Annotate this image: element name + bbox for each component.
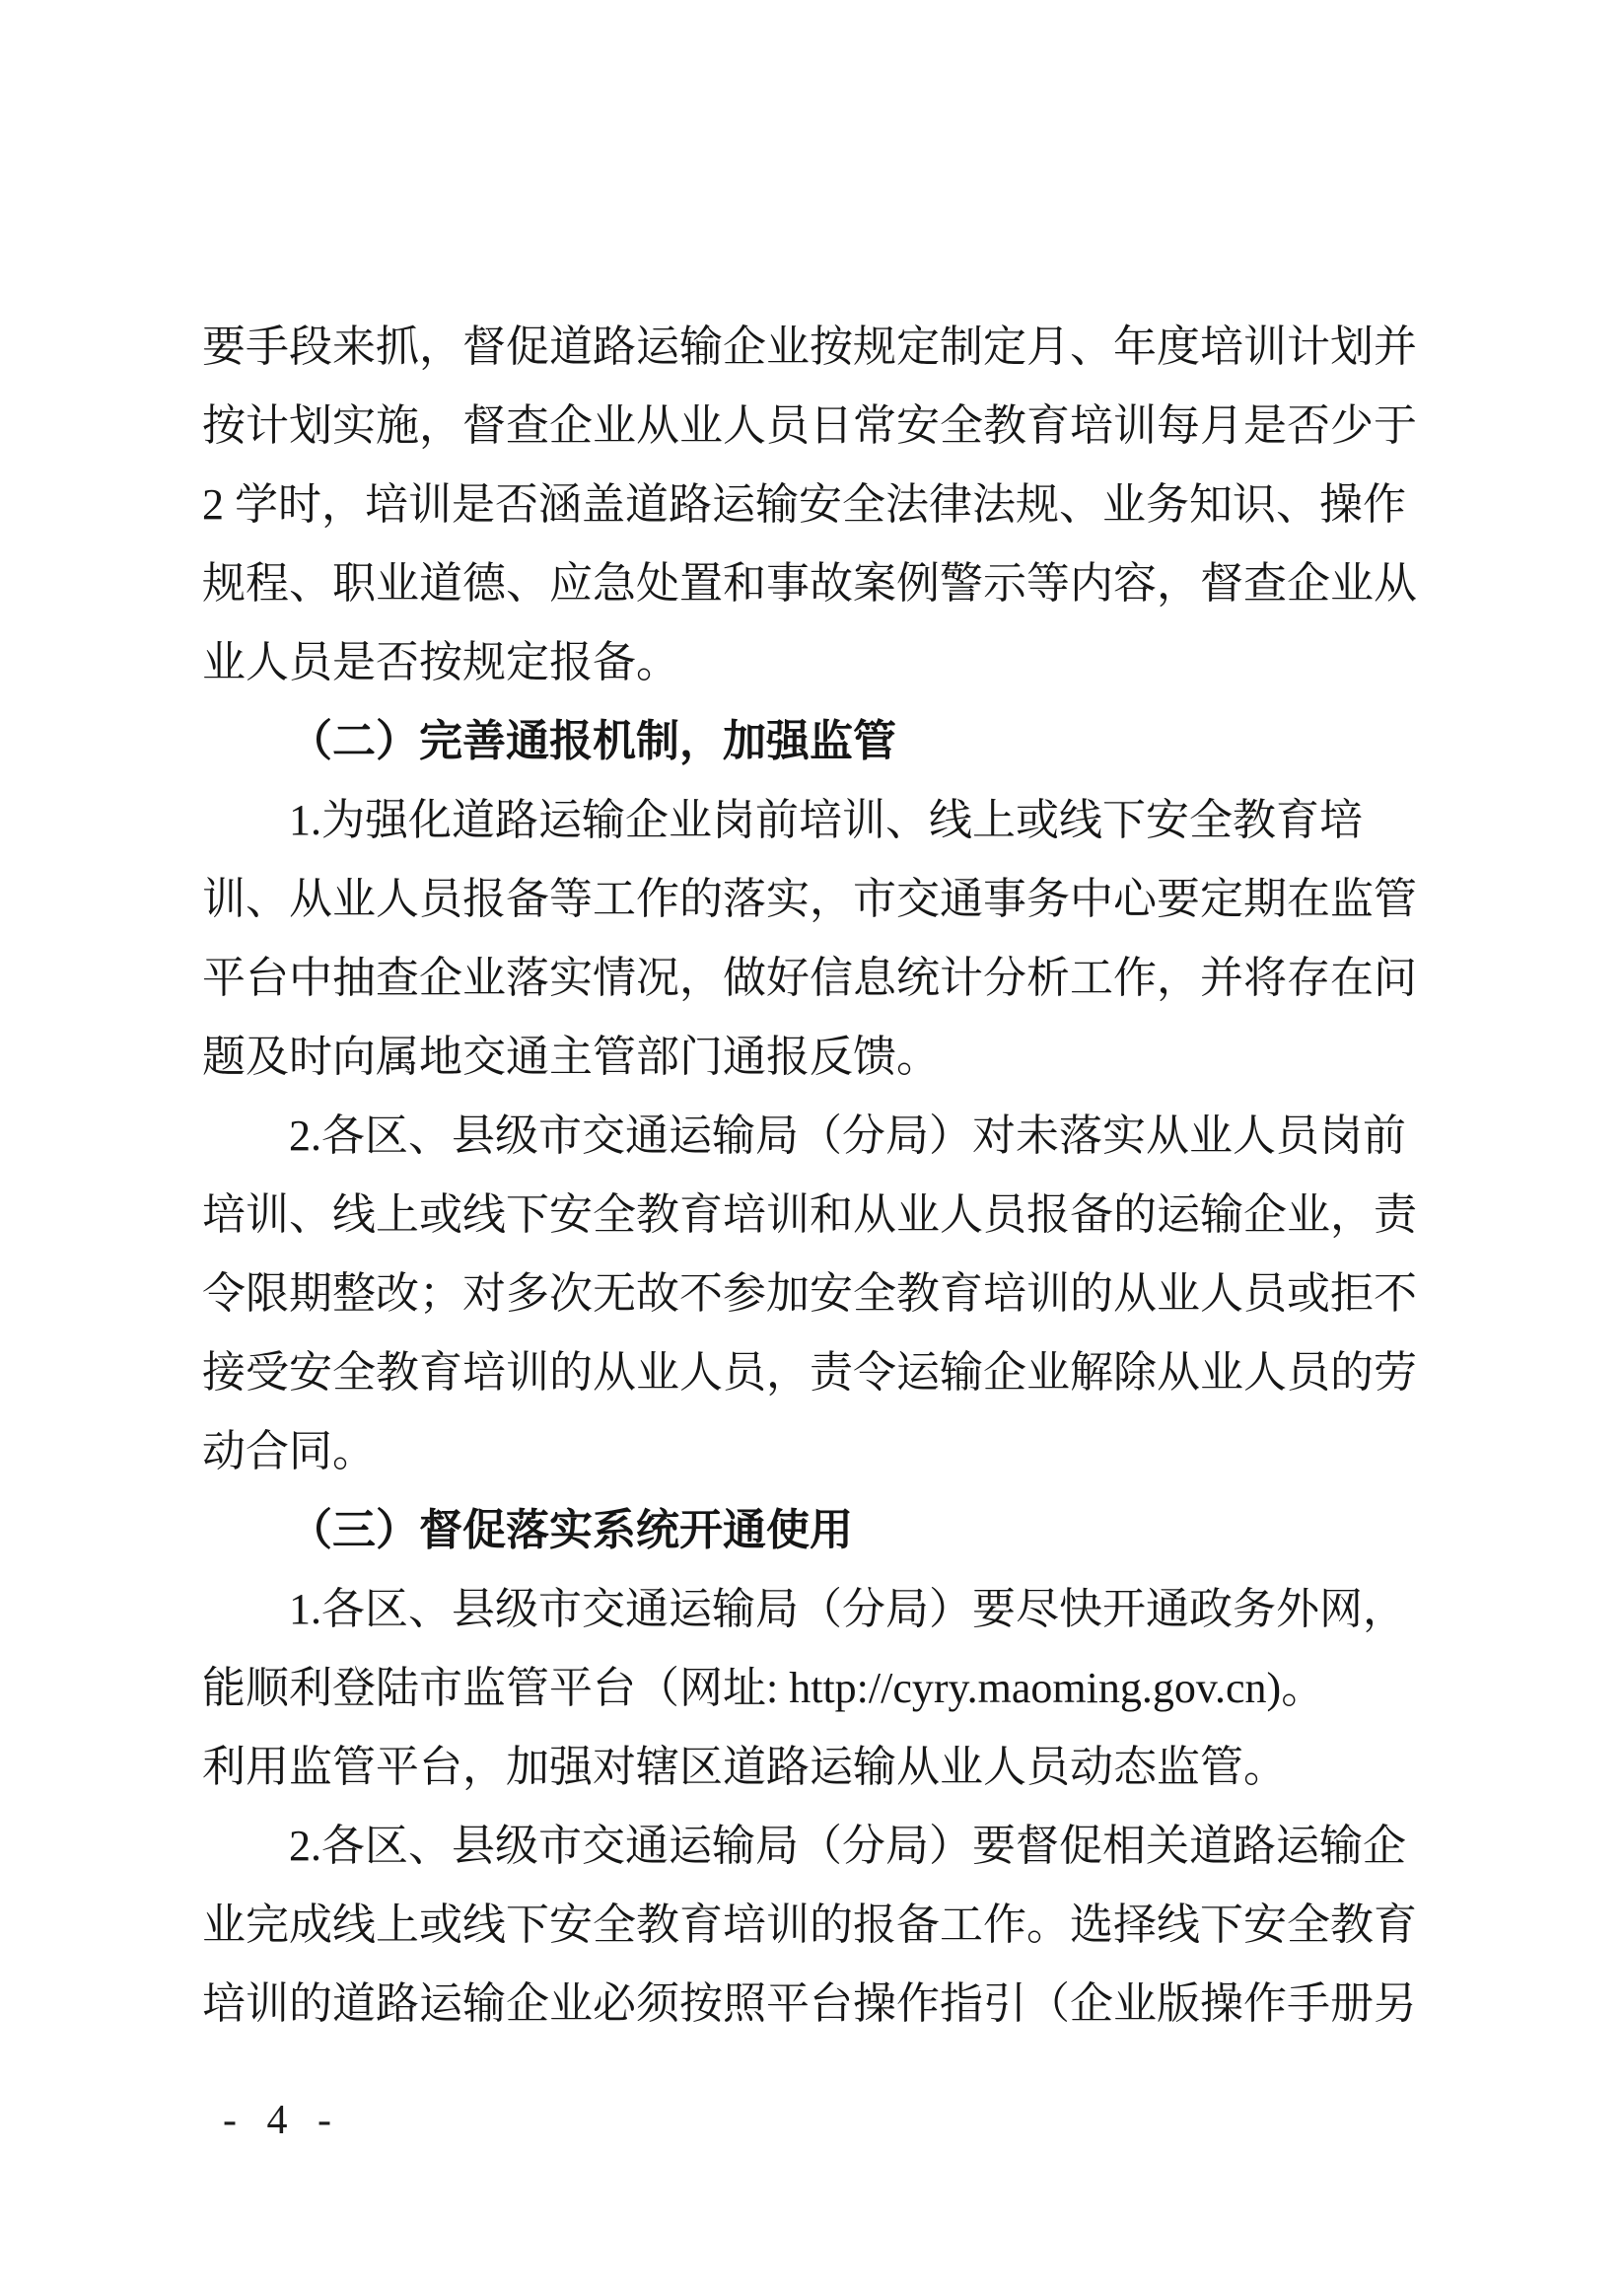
text-line: 规程、职业道德、应急处置和事故案例警示等内容，督查企业从 xyxy=(202,559,1417,608)
text-line: 1.为强化道路运输企业岗前培训、线上或线下安全教育培 xyxy=(289,796,1363,844)
text-line: 训、从业人员报备等工作的落实，市交通事务中心要定期在监管 xyxy=(202,875,1417,923)
text-line: 能顺利登陆市监管平台（网址: http://cyry.maoming.gov.cn)。 xyxy=(202,1664,1325,1712)
text-line: 业人员是否按规定报备。 xyxy=(202,638,679,686)
text-line: 动合同。 xyxy=(202,1427,376,1475)
text-line: 2 学时，培训是否涵盖道路运输安全法律法规、业务知识、操作 xyxy=(202,480,1406,529)
text-line: 培训、线上或线下安全教育培训和从业人员报备的运输企业，责 xyxy=(202,1190,1417,1239)
text-line: 接受安全教育培训的从业人员，责令运输企业解除从业人员的劳 xyxy=(202,1348,1417,1397)
text-line: 2.各区、县级市交通运输局（分局）对未落实从业人员岗前 xyxy=(289,1112,1406,1160)
text-line: 1.各区、县级市交通运输局（分局）要尽快开通政务外网， xyxy=(289,1585,1406,1633)
text-line: 利用监管平台，加强对辖区道路运输从业人员动态监管。 xyxy=(202,1743,1287,1791)
text-line: 培训的道路运输企业必须按照平台操作指引（企业版操作手册另 xyxy=(202,1979,1417,2028)
text-line: 要手段来抓，督促道路运输企业按规定制定月、年度培训计划并 xyxy=(202,323,1417,371)
section-heading: （二）完善通报机制，加强监管 xyxy=(289,717,896,765)
text-line: 题及时向属地交通主管部门通报反馈。 xyxy=(202,1033,940,1081)
text-line: 平台中抽查企业落实情况，做好信息统计分析工作，并将存在问 xyxy=(202,954,1417,1002)
text-line: 业完成线上或线下安全教育培训的报备工作。选择线下安全教育 xyxy=(202,1901,1417,1949)
text-line: 2.各区、县级市交通运输局（分局）要督促相关道路运输企 xyxy=(289,1822,1406,1870)
page-number: - 4 - xyxy=(223,2098,341,2143)
section-heading: （三）督促落实系统开通使用 xyxy=(289,1506,853,1554)
text-line: 令限期整改；对多次无故不参加安全教育培训的从业人员或拒不 xyxy=(202,1269,1417,1318)
text-line: 按计划实施，督查企业从业人员日常安全教育培训每月是否少于 xyxy=(202,401,1417,450)
document-text-block xyxy=(202,308,1435,2044)
